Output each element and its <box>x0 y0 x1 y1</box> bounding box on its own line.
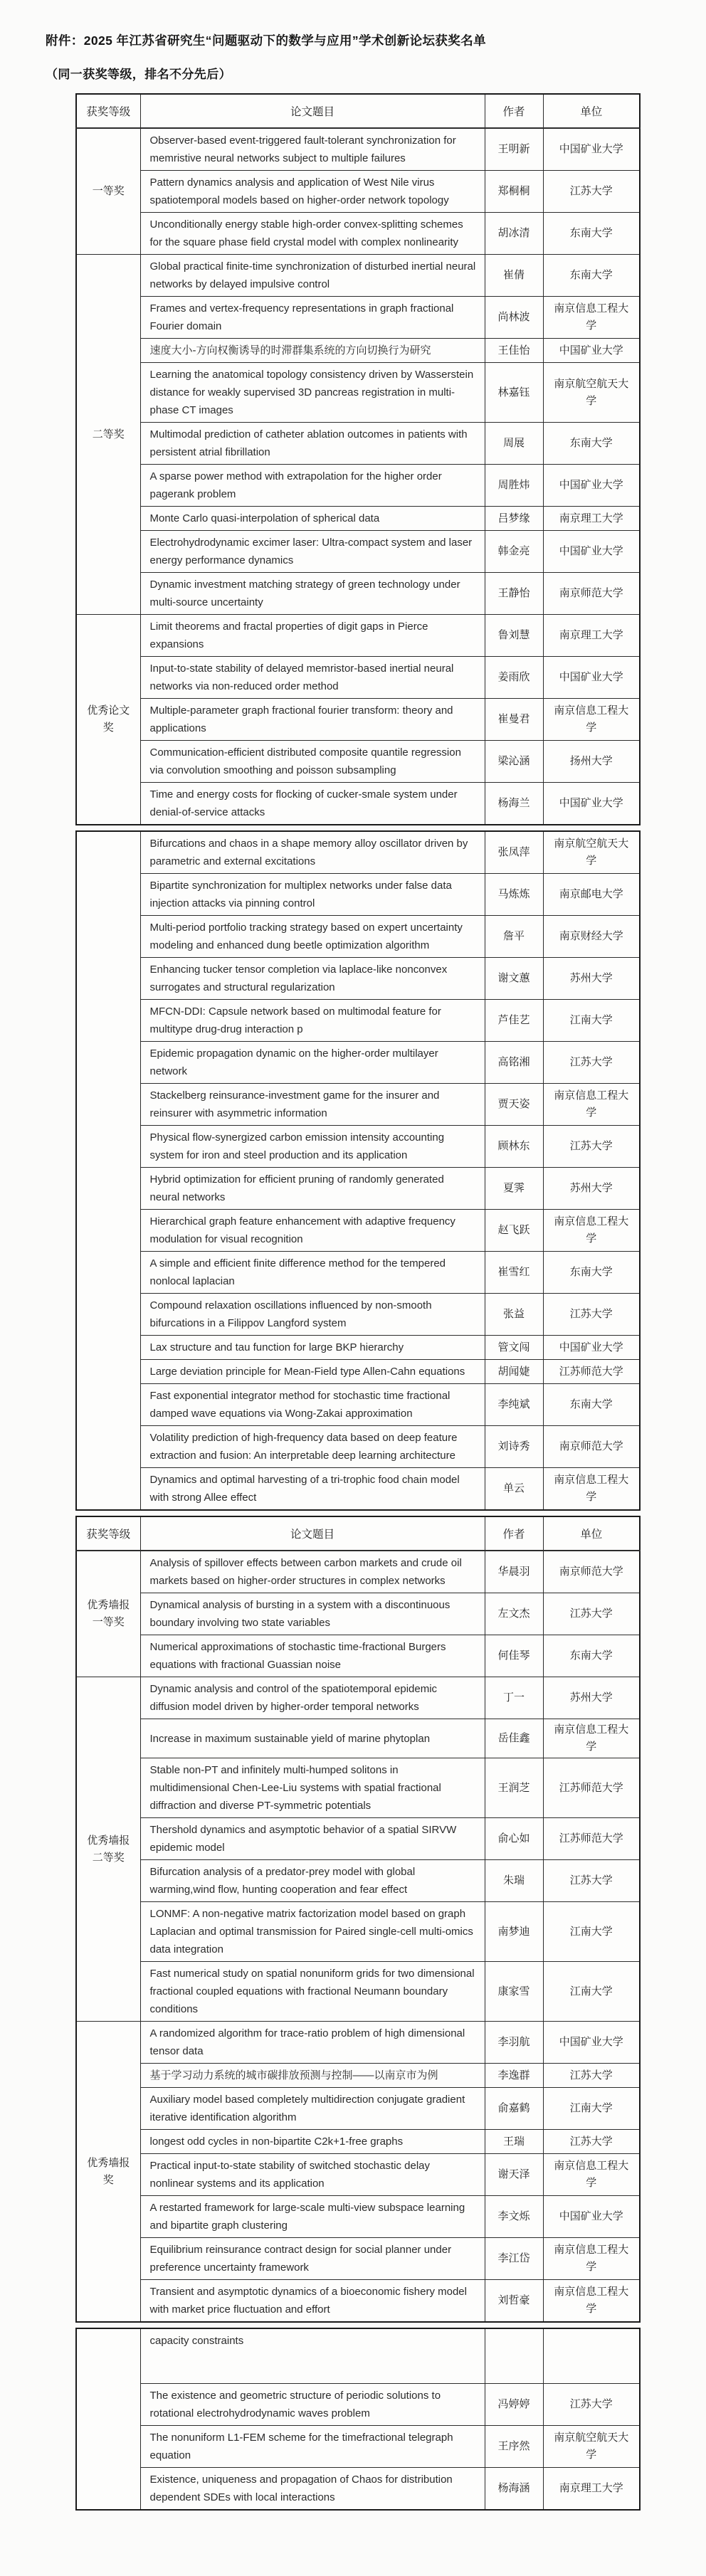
paper-title-cell: A sparse power method with extrapolation for the higher order pagerank problem <box>140 465 485 507</box>
author-cell: 顾林东 <box>485 1126 543 1168</box>
unit-cell: 南京信息工程大学 <box>543 1468 640 1511</box>
award-level-cell: 优秀墙报奖 <box>76 2022 140 2323</box>
header-row <box>76 1516 640 1551</box>
author-cell: 李羽航 <box>485 2022 543 2064</box>
author-cell: 崔倩 <box>485 255 543 297</box>
award-level-cell: 优秀墙报一等奖 <box>76 1551 140 1677</box>
paper-title-cell: Pattern dynamics analysis and application of West Nile virus spatiotemporal models based on higher-order network topology <box>140 171 485 213</box>
table-row <box>76 1426 640 1468</box>
paper-title-cell: Equilibrium reinsurance contract design for social planner under preference uncertainty framework <box>140 2238 485 2280</box>
unit-cell: 东南大学 <box>543 1635 640 1677</box>
paper-title-cell: longest odd cycles in non-bipartite C2k+1-free graphs <box>140 2130 485 2154</box>
table-row <box>76 1593 640 1635</box>
table-row <box>76 874 640 916</box>
award-level-cell: 优秀墙报二等奖 <box>76 1677 140 2022</box>
column-header-award-level: 获奖等级 <box>76 1516 140 1551</box>
author-cell: 周展 <box>485 423 543 465</box>
paper-title-cell: The existence and geometric structure of periodic solutions to rotational electrohydrodynamic waves problem <box>140 2384 485 2426</box>
paper-title-cell: Dynamic analysis and control of the spatiotemporal epidemic diffusion model driven by higher-order temporal networks <box>140 1677 485 1719</box>
table-row <box>76 2384 640 2426</box>
paper-title-cell: A simple and efficient finite difference method for the tempered nonlocal laplacian <box>140 1252 485 1294</box>
table-row <box>76 1677 640 1719</box>
unit-cell: 中国矿业大学 <box>543 339 640 363</box>
paper-title-cell: Stable non-PT and infinitely multi-humped solitons in multidimensional Chen-Lee-Liu systems with spatial fractional diffraction and diverse PT-symmetric potentials <box>140 1758 485 1818</box>
column-header-author: 作者 <box>485 94 543 128</box>
paper-title-cell: Limit theorems and fractal properties of digit gaps in Pierce expansions <box>140 615 485 657</box>
author-cell: 谢天泽 <box>485 2154 543 2196</box>
author-cell: 崔曼君 <box>485 699 543 741</box>
paper-title-cell: Dynamics and optimal harvesting of a tri-trophic food chain model with strong Allee effect <box>140 1468 485 1511</box>
unit-cell: 南京信息工程大学 <box>543 699 640 741</box>
paper-title-cell: Fast numerical study on spatial nonuniform grids for two dimensional fractional coupled equations with fractional Neumann boundary conditions <box>140 1962 485 2022</box>
table-row <box>76 2022 640 2064</box>
paper-title-cell: Multiple-parameter graph fractional fourier transform: theory and applications <box>140 699 485 741</box>
paper-title-cell: Analysis of spillover effects between carbon markets and crude oil markets based on higher-order structures in complex networks <box>140 1551 485 1593</box>
author-cell: 王序然 <box>485 2426 543 2468</box>
unit-cell: 江苏大学 <box>543 171 640 213</box>
author-cell: 谢文蕙 <box>485 958 543 1000</box>
paper-title-cell: Frames and vertex-frequency representations in graph fractional Fourier domain <box>140 297 485 339</box>
table-row <box>76 213 640 255</box>
paper-title-cell: Transient and asymptotic dynamics of a bioeconomic fishery model with market price fluctuation and effort <box>140 2280 485 2323</box>
author-cell: 马炼炼 <box>485 874 543 916</box>
unit-cell: 江南大学 <box>543 1902 640 1962</box>
table-row <box>76 1360 640 1384</box>
table-row <box>76 339 640 363</box>
column-header-unit: 单位 <box>543 94 640 128</box>
paper-title-cell: Compound relaxation oscillations influenced by non-smooth bifurcations in a Filippov Langford system <box>140 1294 485 1336</box>
author-cell: 王静怡 <box>485 573 543 615</box>
table-row <box>76 171 640 213</box>
author-cell: 俞心如 <box>485 1818 543 1860</box>
paper-title-cell: Hierarchical graph feature enhancement with adaptive frequency modulation for visual recognition <box>140 1210 485 1252</box>
unit-cell: 南京财经大学 <box>543 916 640 958</box>
unit-cell <box>543 2328 640 2384</box>
table-row <box>76 2064 640 2088</box>
unit-cell: 江苏大学 <box>543 1860 640 1902</box>
table-row <box>76 507 640 531</box>
author-cell: 梁沁涵 <box>485 741 543 783</box>
table-row <box>76 741 640 783</box>
unit-cell: 中国矿业大学 <box>543 1336 640 1360</box>
unit-cell: 中国矿业大学 <box>543 128 640 171</box>
paper-title-cell: Auxiliary model based completely multidirection conjugate gradient iterative identification algorithm <box>140 2088 485 2130</box>
paper-title-cell: Epidemic propagation dynamic on the higher-order multilayer network <box>140 1042 485 1084</box>
table-row <box>76 1962 640 2022</box>
unit-cell: 苏州大学 <box>543 1168 640 1210</box>
author-cell: 林嘉钰 <box>485 363 543 423</box>
unit-cell: 东南大学 <box>543 1252 640 1294</box>
column-header-unit: 单位 <box>543 1516 640 1551</box>
table-row <box>76 1384 640 1426</box>
paper-title-cell: Learning the anatomical topology consistency driven by Wasserstein distance for weakly supervised 3D pancreas registration in multi-phase CT images <box>140 363 485 423</box>
table-row <box>76 128 640 171</box>
unit-cell: 江苏大学 <box>543 1294 640 1336</box>
unit-cell: 南京航空航天大学 <box>543 2426 640 2468</box>
table-row <box>76 1468 640 1511</box>
unit-cell: 东南大学 <box>543 255 640 297</box>
unit-cell: 东南大学 <box>543 423 640 465</box>
table-row <box>76 2088 640 2130</box>
author-cell: 尚林波 <box>485 297 543 339</box>
table-row <box>76 1551 640 1593</box>
table-row <box>76 2154 640 2196</box>
paper-title-cell: The nonuniform L1-FEM scheme for the timefractional telegraph equation <box>140 2426 485 2468</box>
table-row <box>76 615 640 657</box>
author-cell: 周胜炜 <box>485 465 543 507</box>
author-cell: 吕梦缘 <box>485 507 543 531</box>
author-cell: 何佳琴 <box>485 1635 543 1677</box>
award-table-1 <box>75 93 641 825</box>
paper-title-cell: MFCN-DDI: Capsule network based on multimodal feature for multitype drug-drug interaction p <box>140 1000 485 1042</box>
paper-title-cell: capacity constraints <box>140 2328 485 2384</box>
paper-title-cell: Unconditionally energy stable high-order convex-splitting schemes for the square phase field crystal model with complex nonlinearity <box>140 213 485 255</box>
author-cell: 李文烁 <box>485 2196 543 2238</box>
author-cell <box>485 2328 543 2384</box>
unit-cell: 中国矿业大学 <box>543 2196 640 2238</box>
author-cell: 姜雨欣 <box>485 657 543 699</box>
table-row <box>76 2238 640 2280</box>
author-cell: 赵飞跃 <box>485 1210 543 1252</box>
table-row <box>76 2280 640 2323</box>
award-table-2 <box>75 830 641 1511</box>
unit-cell: 中国矿业大学 <box>543 531 640 573</box>
paper-title-cell: Communication-efficient distributed composite quantile regression via convolution smoothing and poisson subsampling <box>140 741 485 783</box>
table-row <box>76 531 640 573</box>
paper-title-cell: Enhancing tucker tensor completion via laplace-like nonconvex surrogates and structural regularization <box>140 958 485 1000</box>
author-cell: 管文闯 <box>485 1336 543 1360</box>
author-cell: 杨海兰 <box>485 783 543 825</box>
table-row <box>76 2426 640 2468</box>
paper-title-cell: Bipartite synchronization for multiplex networks under false data injection attacks via pinning control <box>140 874 485 916</box>
table-header <box>76 94 640 128</box>
column-header-author: 作者 <box>485 1516 543 1551</box>
table-row <box>76 699 640 741</box>
author-cell: 左文杰 <box>485 1593 543 1635</box>
column-header-paper-title: 论文题目 <box>140 94 485 128</box>
award-level-cell: 二等奖 <box>76 255 140 615</box>
table-row <box>76 2130 640 2154</box>
column-header-award-level: 获奖等级 <box>76 94 140 128</box>
table-row <box>76 783 640 825</box>
table-row <box>76 1000 640 1042</box>
award-tables-container <box>0 93 706 2511</box>
paper-title-cell: Electrohydrodynamic excimer laser: Ultra-compact system and laser energy performance dynamics <box>140 531 485 573</box>
award-level-cell: 优秀论文奖 <box>76 615 140 825</box>
table-body <box>76 1551 640 2322</box>
author-cell: 丁一 <box>485 1677 543 1719</box>
paper-title-cell: Bifurcations and chaos in a shape memory alloy oscillator driven by parametric and external excitations <box>140 831 485 874</box>
column-header-paper-title: 论文题目 <box>140 1516 485 1551</box>
unit-cell: 南京邮电大学 <box>543 874 640 916</box>
award-level-cell: 一等奖 <box>76 128 140 255</box>
unit-cell: 江苏大学 <box>543 1593 640 1635</box>
unit-cell: 江南大学 <box>543 2088 640 2130</box>
author-cell: 崔雪红 <box>485 1252 543 1294</box>
unit-cell: 南京航空航天大学 <box>543 363 640 423</box>
table-row <box>76 831 640 874</box>
unit-cell: 江苏大学 <box>543 2384 640 2426</box>
table-row <box>76 1294 640 1336</box>
paper-title-cell: Numerical approximations of stochastic time-fractional Burgers equations with fractional Guassian noise <box>140 1635 485 1677</box>
paper-title-cell: Time and energy costs for flocking of cucker-smale system under denial-of-service attacks <box>140 783 485 825</box>
award-level-cell <box>76 831 140 1510</box>
award-table-3 <box>75 1516 641 2323</box>
table-row <box>76 1336 640 1360</box>
table-row <box>76 1635 640 1677</box>
page-subtitle: （同一获奖等级，排名不分先后） <box>46 68 231 81</box>
award-level-cell <box>76 2328 140 2510</box>
author-cell: 单云 <box>485 1468 543 1511</box>
unit-cell: 江苏大学 <box>543 2130 640 2154</box>
unit-cell: 中国矿业大学 <box>543 465 640 507</box>
author-cell: 胡闻婕 <box>485 1360 543 1384</box>
author-cell: 李江岱 <box>485 2238 543 2280</box>
author-cell: 张益 <box>485 1294 543 1336</box>
table-row <box>76 573 640 615</box>
table-row <box>76 255 640 297</box>
paper-title-cell: Fast exponential integrator method for stochastic time fractional damped wave equations via Wong-Zakai approximation <box>140 1384 485 1426</box>
table-row <box>76 423 640 465</box>
paper-title-cell: Observer-based event-triggered fault-tolerant synchronization for memristive neural networks subject to multiple failures <box>140 128 485 171</box>
paper-title-cell: Increase in maximum sustainable yield of marine phytoplan <box>140 1719 485 1758</box>
author-cell: 芦佳艺 <box>485 1000 543 1042</box>
author-cell: 郑桐桐 <box>485 171 543 213</box>
unit-cell: 扬州大学 <box>543 741 640 783</box>
table-row <box>76 1818 640 1860</box>
author-cell: 韩金亮 <box>485 531 543 573</box>
unit-cell: 南京信息工程大学 <box>543 2238 640 2280</box>
unit-cell: 南京信息工程大学 <box>543 1719 640 1758</box>
unit-cell: 南京师范大学 <box>543 573 640 615</box>
table-row <box>76 1210 640 1252</box>
author-cell: 南梦迪 <box>485 1902 543 1962</box>
paper-title-cell: Input-to-state stability of delayed memristor-based inertial neural networks via non-reduced order method <box>140 657 485 699</box>
unit-cell: 南京信息工程大学 <box>543 2280 640 2323</box>
unit-cell: 江南大学 <box>543 1000 640 1042</box>
unit-cell: 南京师范大学 <box>543 1551 640 1593</box>
unit-cell: 江苏大学 <box>543 1126 640 1168</box>
author-cell: 高铭湘 <box>485 1042 543 1084</box>
author-cell: 李纯斌 <box>485 1384 543 1426</box>
paper-title-cell: Dynamical analysis of bursting in a system with a discontinuous boundary involving two state variables <box>140 1593 485 1635</box>
table-row <box>76 465 640 507</box>
table-body <box>76 831 640 1510</box>
author-cell: 俞嘉鹤 <box>485 2088 543 2130</box>
paper-title-cell: Large deviation principle for Mean-Field type Allen-Cahn equations <box>140 1360 485 1384</box>
table-row <box>76 2468 640 2511</box>
table-row <box>76 657 640 699</box>
paper-title-cell: Volatility prediction of high-frequency data based on deep feature extraction and fusion: An interpretable deep learning architecture <box>140 1426 485 1468</box>
paper-title-cell: Dynamic investment matching strategy of green technology under multi-source uncertainty <box>140 573 485 615</box>
author-cell: 刘诗秀 <box>485 1426 543 1468</box>
paper-title-cell: Multimodal prediction of catheter ablation outcomes in patients with persistent atrial fibrillation <box>140 423 485 465</box>
paper-title-cell: Monte Carlo quasi-interpolation of spherical data <box>140 507 485 531</box>
unit-cell: 江南大学 <box>543 1962 640 2022</box>
paper-title-cell: Physical flow-synergized carbon emission intensity accounting system for iron and steel production and its application <box>140 1126 485 1168</box>
paper-title-cell: Global practical finite-time synchronization of disturbed inertial neural networks by delayed impulsive control <box>140 255 485 297</box>
table-row <box>76 1168 640 1210</box>
author-cell: 王瑞 <box>485 2130 543 2154</box>
table-row <box>76 916 640 958</box>
paper-title-cell: LONMF: A non-negative matrix factorization model based on graph Laplacian and optimal transmission for Paired single-cell multi-omics data integration <box>140 1902 485 1962</box>
table-row <box>76 1084 640 1126</box>
unit-cell: 中国矿业大学 <box>543 783 640 825</box>
paper-title-cell: A randomized algorithm for trace-ratio problem of high dimensional tensor data <box>140 2022 485 2064</box>
author-cell: 华晨羽 <box>485 1551 543 1593</box>
unit-cell: 南京理工大学 <box>543 615 640 657</box>
unit-cell: 东南大学 <box>543 213 640 255</box>
author-cell: 胡冰清 <box>485 213 543 255</box>
paper-title-cell: Multi-period portfolio tracking strategy based on expert uncertainty modeling and enhanced dung beetle optimization algorithm <box>140 916 485 958</box>
author-cell: 朱瑞 <box>485 1860 543 1902</box>
author-cell: 王明新 <box>485 128 543 171</box>
unit-cell: 南京理工大学 <box>543 2468 640 2511</box>
table-row <box>76 1758 640 1818</box>
header-row <box>76 94 640 128</box>
paper-title-cell: Thershold dynamics and asymptotic behavior of a spatial SIRVW epidemic model <box>140 1818 485 1860</box>
paper-title-cell: Lax structure and tau function for large BKP hierarchy <box>140 1336 485 1360</box>
unit-cell: 江苏师范大学 <box>543 1818 640 1860</box>
paper-title-cell: Bifurcation analysis of a predator-prey model with global warming,wind flow, hunting cooperation and fear effect <box>140 1860 485 1902</box>
unit-cell: 中国矿业大学 <box>543 657 640 699</box>
author-cell: 康家雪 <box>485 1962 543 2022</box>
unit-cell: 中国矿业大学 <box>543 2022 640 2064</box>
table-row <box>76 1042 640 1084</box>
author-cell: 岳佳鑫 <box>485 1719 543 1758</box>
author-cell: 夏霁 <box>485 1168 543 1210</box>
author-cell: 刘哲豪 <box>485 2280 543 2323</box>
unit-cell: 南京师范大学 <box>543 1426 640 1468</box>
table-body <box>76 128 640 825</box>
unit-cell: 南京理工大学 <box>543 507 640 531</box>
table-row <box>76 2196 640 2238</box>
author-cell: 王佳怡 <box>485 339 543 363</box>
table-row <box>76 363 640 423</box>
table-row <box>76 297 640 339</box>
award-table-4 <box>75 2328 641 2511</box>
author-cell: 冯婷婷 <box>485 2384 543 2426</box>
page-title: 附件：2025 年江苏省研究生“问题驱动下的数学与应用”学术创新论坛获奖名单 <box>46 33 486 48</box>
unit-cell: 苏州大学 <box>543 1677 640 1719</box>
author-cell: 李逸群 <box>485 2064 543 2088</box>
unit-cell: 南京信息工程大学 <box>543 1210 640 1252</box>
unit-cell: 江苏大学 <box>543 1042 640 1084</box>
unit-cell: 南京信息工程大学 <box>543 1084 640 1126</box>
author-cell: 贾天姿 <box>485 1084 543 1126</box>
author-cell: 詹平 <box>485 916 543 958</box>
unit-cell: 江苏大学 <box>543 2064 640 2088</box>
table-row <box>76 1902 640 1962</box>
unit-cell: 南京信息工程大学 <box>543 297 640 339</box>
unit-cell: 江苏师范大学 <box>543 1758 640 1818</box>
author-cell: 王润芝 <box>485 1758 543 1818</box>
unit-cell: 苏州大学 <box>543 958 640 1000</box>
author-cell: 张凤萍 <box>485 831 543 874</box>
unit-cell: 江苏师范大学 <box>543 1360 640 1384</box>
paper-title-cell: Stackelberg reinsurance-investment game for the insurer and reinsurer with asymmetric information <box>140 1084 485 1126</box>
table-row <box>76 2328 640 2384</box>
paper-title-cell: 基于学习动力系统的城市碳排放预测与控制——以南京市为例 <box>140 2064 485 2088</box>
paper-title-cell: Existence, uniqueness and propagation of Chaos for distribution dependent SDEs with local interactions <box>140 2468 485 2511</box>
table-row <box>76 1719 640 1758</box>
table-body <box>76 2328 640 2510</box>
unit-cell: 南京航空航天大学 <box>543 831 640 874</box>
table-row <box>76 958 640 1000</box>
paper-title-cell: Hybrid optimization for efficient pruning of randomly generated neural networks <box>140 1168 485 1210</box>
unit-cell: 南京信息工程大学 <box>543 2154 640 2196</box>
table-row <box>76 1252 640 1294</box>
table-header <box>76 1516 640 1551</box>
unit-cell: 东南大学 <box>543 1384 640 1426</box>
author-cell: 鲁刘慧 <box>485 615 543 657</box>
table-row <box>76 1860 640 1902</box>
paper-title-cell: Practical input-to-state stability of switched stochastic delay nonlinear systems and its application <box>140 2154 485 2196</box>
paper-title-cell: 速度大小-方向权衡诱导的时滞群集系统的方向切换行为研究 <box>140 339 485 363</box>
table-row <box>76 1126 640 1168</box>
paper-title-cell: A restarted framework for large-scale multi-view subspace learning and bipartite graph clustering <box>140 2196 485 2238</box>
author-cell: 杨海涵 <box>485 2468 543 2511</box>
